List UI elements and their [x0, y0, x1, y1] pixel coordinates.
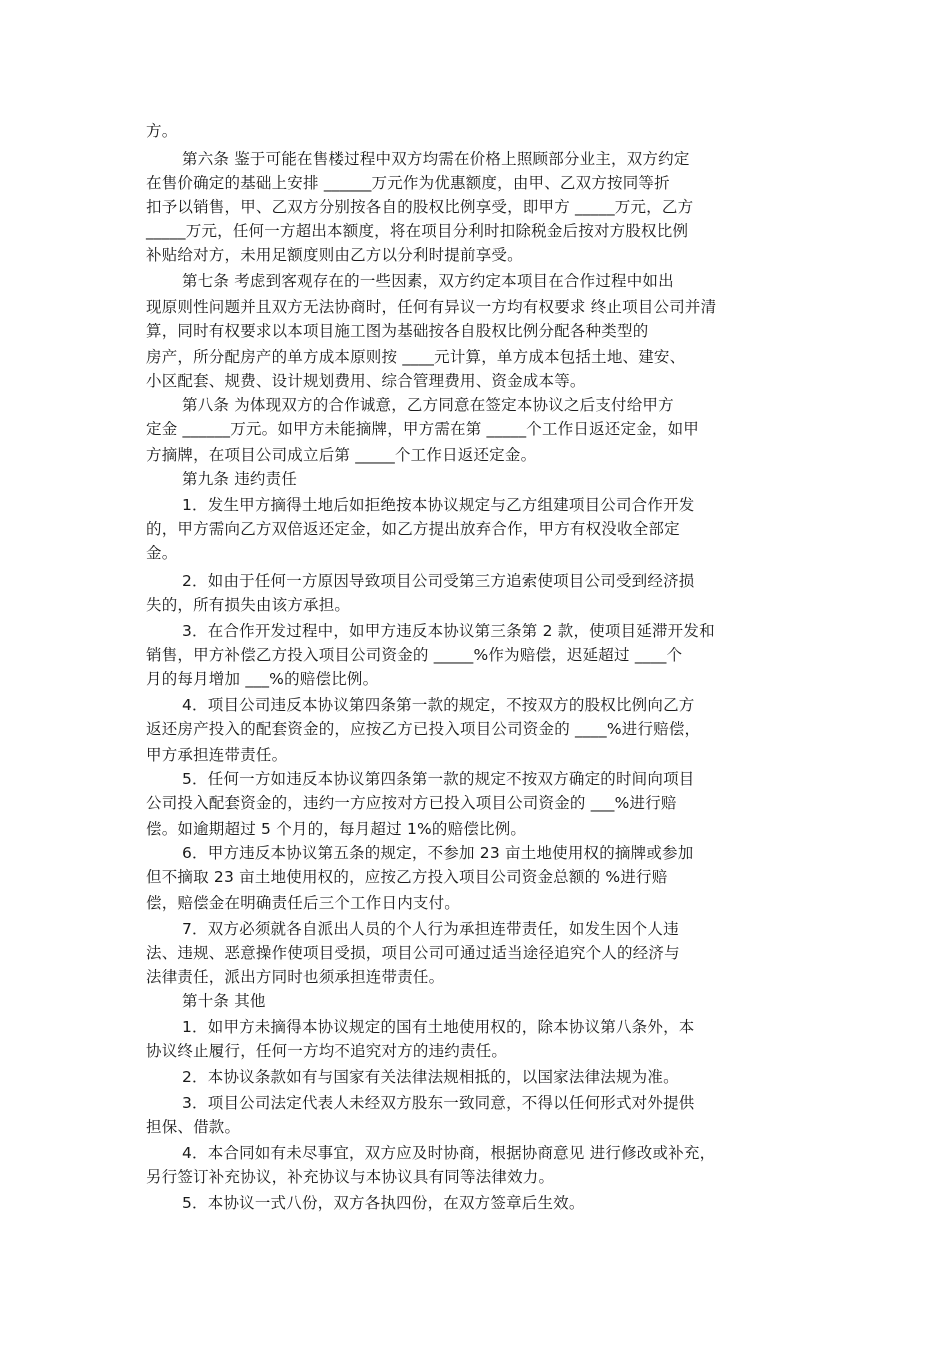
- text-line: 金。: [146, 544, 178, 562]
- text-line: 第十条 其他: [182, 992, 266, 1010]
- text-line: 在售价确定的基础上安排 ______万元作为优惠额度，由甲、乙双方按同等折: [146, 174, 670, 192]
- text-line: 第六条 鉴于可能在售楼过程中双方均需在价格上照顾部分业主，双方约定: [182, 150, 690, 168]
- text-line: 4．本合同如有未尽事宜，双方应及时协商，根据协商意见 进行修改或补充，: [182, 1144, 716, 1162]
- text-line: 现原则性问题并且双方无法协商时，任何有异议一方均有权要求 终止项目公司并清: [146, 298, 717, 316]
- text-line: 甲方承担连带责任。: [146, 746, 288, 764]
- text-line: 2．如由于任何一方原因导致项目公司受第三方追索使项目公司受到经济损: [182, 572, 695, 590]
- text-line: 定金 ______万元。如甲方未能摘牌，甲方需在第 _____个工作日返还定金，如甲: [146, 420, 700, 438]
- text-line: 3．在合作开发过程中，如甲方违反本协议第三条第 2 款，使项目延滞开发和: [182, 622, 715, 640]
- text-line: 偿，赔偿金在明确责任后三个工作日内支付。: [146, 894, 461, 912]
- text-line: 算，同时有权要求以本项目施工图为基础按各自股权比例分配各种类型的: [146, 322, 649, 340]
- text-line: 房产，所分配房产的单方成本原则按 ____元计算，单方成本包括土地、建安、: [146, 348, 686, 366]
- text-line: 方摘牌，在项目公司成立后第 _____个工作日返还定金。: [146, 446, 537, 464]
- text-line: 补贴给对方，未用足额度则由乙方以分利时提前享受。: [146, 246, 523, 264]
- text-line: 偿。如逾期超过 5 个月的，每月超过 1%的赔偿比例。: [146, 820, 527, 838]
- text-line: 1．发生甲方摘得土地后如拒绝按本协议规定与乙方组建项目公司合作开发: [182, 496, 695, 514]
- text-line: 扣予以销售，甲、乙双方分别按各自的股权比例享受，即甲方 _____万元，乙方: [146, 198, 694, 216]
- text-line: 小区配套、规费、设计规划费用、综合管理费用、资金成本等。: [146, 372, 586, 390]
- text-line: 3．项目公司法定代表人未经双方股东一致同意，不得以任何形式对外提供: [182, 1094, 695, 1112]
- text-line: 方。: [146, 122, 178, 140]
- text-line: 第七条 考虑到客观存在的一些因素，双方约定本项目在合作过程中如出: [182, 272, 674, 290]
- text-line: _____万元，任何一方超出本额度，将在项目分利时扣除税金后按对方股权比例: [146, 222, 689, 240]
- text-line: 第九条 违约责任: [182, 470, 298, 488]
- text-line: 1．如甲方未摘得本协议规定的国有土地使用权的，除本协议第八条外，本: [182, 1018, 695, 1036]
- text-line: 法律责任，派出方同时也须承担连带责任。: [146, 968, 445, 986]
- text-line: 2．本协议条款如有与国家有关法律法规相抵的，以国家法律法规为准。: [182, 1068, 679, 1086]
- text-line: 5．任何一方如违反本协议第四条第一款的规定不按双方确定的时间向项目: [182, 770, 695, 788]
- text-line: 4．项目公司违反本协议第四条第一款的规定，不按双方的股权比例向乙方: [182, 696, 695, 714]
- text-line: 法、违规、恶意操作使项目受损，项目公司可通过适当途径追究个人的经济与: [146, 944, 680, 962]
- text-line: 5．本协议一式八份，双方各执四份，在双方签章后生效。: [182, 1194, 585, 1212]
- text-line: 但不摘取 23 亩土地使用权的，应按乙方投入项目公司资金总额的 %进行赔: [146, 868, 668, 886]
- text-line: 另行签订补充协议，补充协议与本协议具有同等法律效力。: [146, 1168, 555, 1186]
- text-line: 月的每月增加 ___%的赔偿比例。: [146, 670, 379, 688]
- text-line: 销售，甲方补偿乙方投入项目公司资金的 _____%作为赔偿，迟延超过 ____个: [146, 646, 683, 664]
- text-line: 协议终止履行，任何一方均不追究对方的违约责任。: [146, 1042, 508, 1060]
- text-line: 第八条 为体现双方的合作诚意，乙方同意在签定本协议之后支付给甲方: [182, 396, 674, 414]
- text-line: 6．甲方违反本协议第五条的规定，不参加 23 亩土地使用权的摘牌或参加: [182, 844, 694, 862]
- text-line: 公司投入配套资金的，违约一方应按对方已投入项目公司资金的 ___%进行赔: [146, 794, 677, 812]
- text-line: 返还房产投入的配套资金的，应按乙方已投入项目公司资金的 ____%进行赔偿，: [146, 720, 701, 738]
- text-line: 担保、借款。: [146, 1118, 241, 1136]
- text-line: 失的，所有损失由该方承担。: [146, 596, 351, 614]
- text-line: 7．双方必须就各自派出人员的个人行为承担连带责任，如发生因个人违: [182, 920, 679, 938]
- text-line: 的，甲方需向乙方双倍返还定金，如乙方提出放弃合作，甲方有权没收全部定: [146, 520, 680, 538]
